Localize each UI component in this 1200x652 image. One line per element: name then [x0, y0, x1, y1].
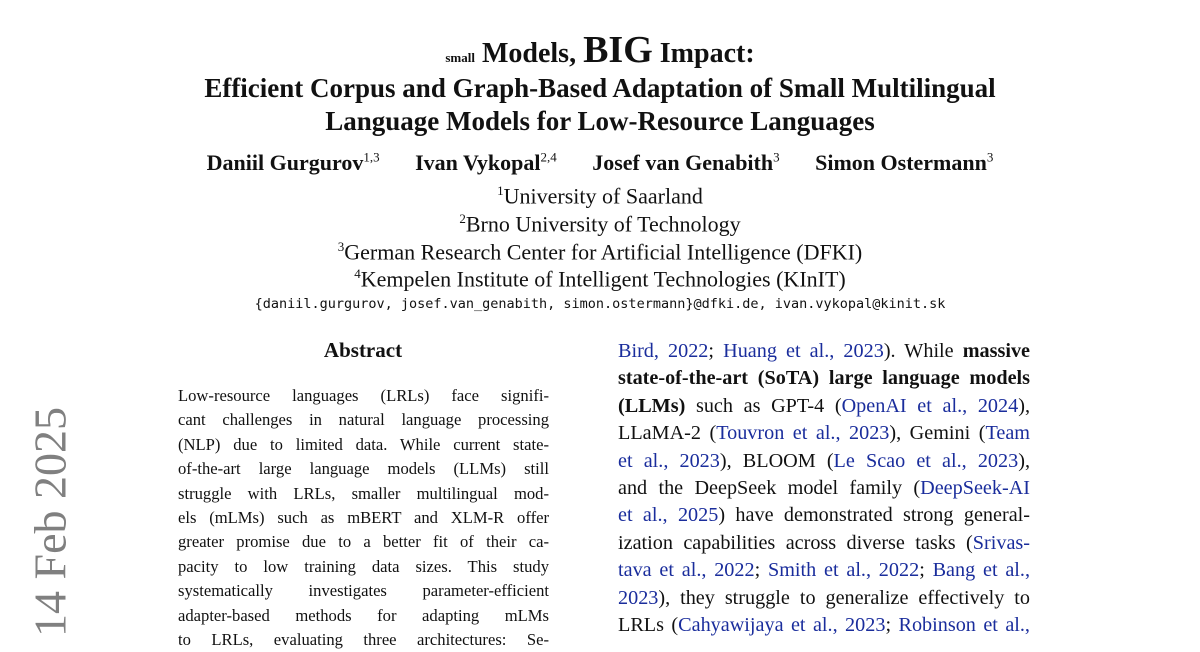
- abstract-line: (NLP) due to limited data. While current state-: [178, 434, 549, 454]
- citation-link[interactable]: Team: [985, 422, 1030, 445]
- citation-link[interactable]: Srivas-: [972, 531, 1030, 554]
- affiliation-1: [0, 178, 1200, 209]
- intro-text: ), BLOOM (: [719, 449, 834, 472]
- abstract-line: struggle with LRLs, smaller multilingual mod-: [178, 483, 549, 503]
- intro-line: [618, 338, 1030, 365]
- title-big-word: BIG: [583, 29, 653, 71]
- author-4: [815, 150, 993, 175]
- citation-link[interactable]: et al., 2025: [618, 504, 719, 527]
- author-emails[interactable]: {daniil.gurgurov, josef.van_genabith, simon.ostermann}@dfki.de, ivan.vykopal@kinit.sk: [254, 296, 946, 312]
- affiliation-name: University of Saarland: [503, 183, 703, 209]
- intro-line: [618, 420, 1030, 447]
- author-name: Ivan Vykopal: [415, 150, 541, 176]
- intro-text: ),: [1018, 449, 1030, 472]
- intro-text: ;: [708, 340, 724, 362]
- author-affiliation-marks: 2,4: [540, 150, 557, 165]
- intro-line: [618, 393, 1030, 420]
- author-affiliation-marks: 1,3: [363, 150, 380, 165]
- affiliation-name: Brno University of Technology: [465, 211, 741, 237]
- intro-text: ), they struggle to generalize effectively to: [658, 586, 1030, 609]
- abstract-line: to LRLs, evaluating three architectures: Se-: [178, 629, 549, 649]
- intro-bold-text: state-of-the-art (SoTA) large language models: [618, 367, 1030, 390]
- author-1: [207, 150, 380, 175]
- author-name: Simon Ostermann: [815, 150, 987, 176]
- arxiv-date-stamp: 14 Feb 2025: [24, 407, 76, 637]
- intro-text: ;: [754, 559, 768, 582]
- abstract-body: [178, 384, 549, 652]
- intro-text: and the DeepSeek model family (: [618, 476, 921, 499]
- intro-line: [618, 612, 1030, 639]
- author-affiliation-marks: 3: [986, 150, 994, 165]
- intro-line: [618, 585, 1030, 612]
- paper-title-line-3: Language Models for Low-Resource Languages: [325, 106, 875, 136]
- citation-link[interactable]: Bang et al.,: [932, 559, 1031, 582]
- citation-link[interactable]: Smith et al., 2022: [767, 559, 920, 582]
- citation-link[interactable]: OpenAI et al., 2024: [841, 394, 1019, 417]
- intro-text: LLaMA-2 (: [618, 422, 717, 445]
- affiliation-name: Kempelen Institute of Intelligent Technologies (KInIT): [360, 266, 846, 292]
- intro-bold-text: (LLMs): [618, 394, 686, 417]
- intro-bold-text: massive: [962, 340, 1031, 362]
- citation-link[interactable]: Bird, 2022: [618, 340, 709, 362]
- author-2: [415, 150, 557, 175]
- citation-link[interactable]: DeepSeek-AI: [920, 476, 1030, 499]
- citation-link[interactable]: Touvron et al., 2023: [716, 422, 890, 445]
- paper-title-line-2: Efficient Corpus and Graph-Based Adaptation of Small Multilingual: [204, 73, 996, 103]
- affiliation-mark: 1: [497, 183, 504, 198]
- affiliation-name: German Research Center for Artificial Intelligence (DFKI): [344, 239, 863, 265]
- author-name: Daniil Gurgurov: [206, 150, 364, 176]
- intro-line: [618, 557, 1030, 584]
- intro-line: [618, 365, 1030, 392]
- citation-link[interactable]: et al., 2023: [618, 449, 720, 472]
- abstract-line: of-the-art large language models (LLMs) still: [178, 459, 549, 479]
- affiliation-mark: 4: [354, 266, 361, 281]
- author-name: Josef van Genabith: [592, 150, 774, 176]
- intro-line: [618, 448, 1030, 475]
- citation-link[interactable]: 2023: [618, 586, 659, 609]
- abstract-line: Low-resource languages (LRLs) face signifi-: [178, 386, 549, 405]
- abstract-line: adapter-based methods for adapting mLMs: [178, 605, 549, 625]
- abstract-line: cant challenges in natural language processing: [178, 410, 549, 430]
- citation-link[interactable]: Huang et al., 2023: [723, 340, 884, 362]
- affiliation-4: [0, 261, 1200, 292]
- title-small-word: small: [445, 50, 475, 65]
- intro-text: ;: [919, 559, 933, 582]
- abstract-heading: Abstract: [323, 338, 403, 362]
- citation-link[interactable]: Robinson et al.,: [898, 613, 1030, 636]
- intro-text: ) have demonstrated strong general-: [718, 504, 1030, 527]
- abstract-line: systematically investigates parameter-efficient: [178, 581, 549, 601]
- citation-link[interactable]: Le Scao et al., 2023: [833, 449, 1019, 472]
- intro-line: [618, 475, 1030, 502]
- citation-link[interactable]: tava et al., 2022: [618, 559, 755, 582]
- abstract-line: greater promise due to a better fit of their ca-: [178, 532, 549, 552]
- author-affiliation-marks: 3: [773, 150, 780, 165]
- intro-line: [618, 530, 1030, 557]
- affiliation-mark: 3: [337, 239, 345, 254]
- affiliation-2: [0, 206, 1200, 237]
- author-list: [0, 150, 1200, 176]
- intro-text: ;: [885, 613, 899, 636]
- intro-text: ization capabilities across diverse tasks (: [618, 531, 973, 554]
- intro-text: LRLs (: [618, 613, 679, 636]
- title-models-word: Models,: [481, 38, 577, 69]
- abstract-line: pacity to low training data sizes. This study: [178, 556, 549, 576]
- intro-text: ), Gemini (: [889, 422, 986, 445]
- introduction-column: [618, 338, 1030, 639]
- intro-text: such as GPT-4 (: [685, 394, 842, 417]
- intro-line: [618, 502, 1030, 529]
- affiliation-mark: 2: [459, 211, 466, 226]
- intro-text: ). While: [883, 340, 963, 362]
- intro-text: ),: [1018, 394, 1030, 417]
- citation-link[interactable]: Cahyawijaya et al., 2023: [678, 613, 886, 636]
- title-impact-word: Impact:: [659, 38, 755, 69]
- abstract-line: els (mLMs) such as mBERT and XLM-R offer: [178, 507, 549, 527]
- author-3: [592, 150, 779, 175]
